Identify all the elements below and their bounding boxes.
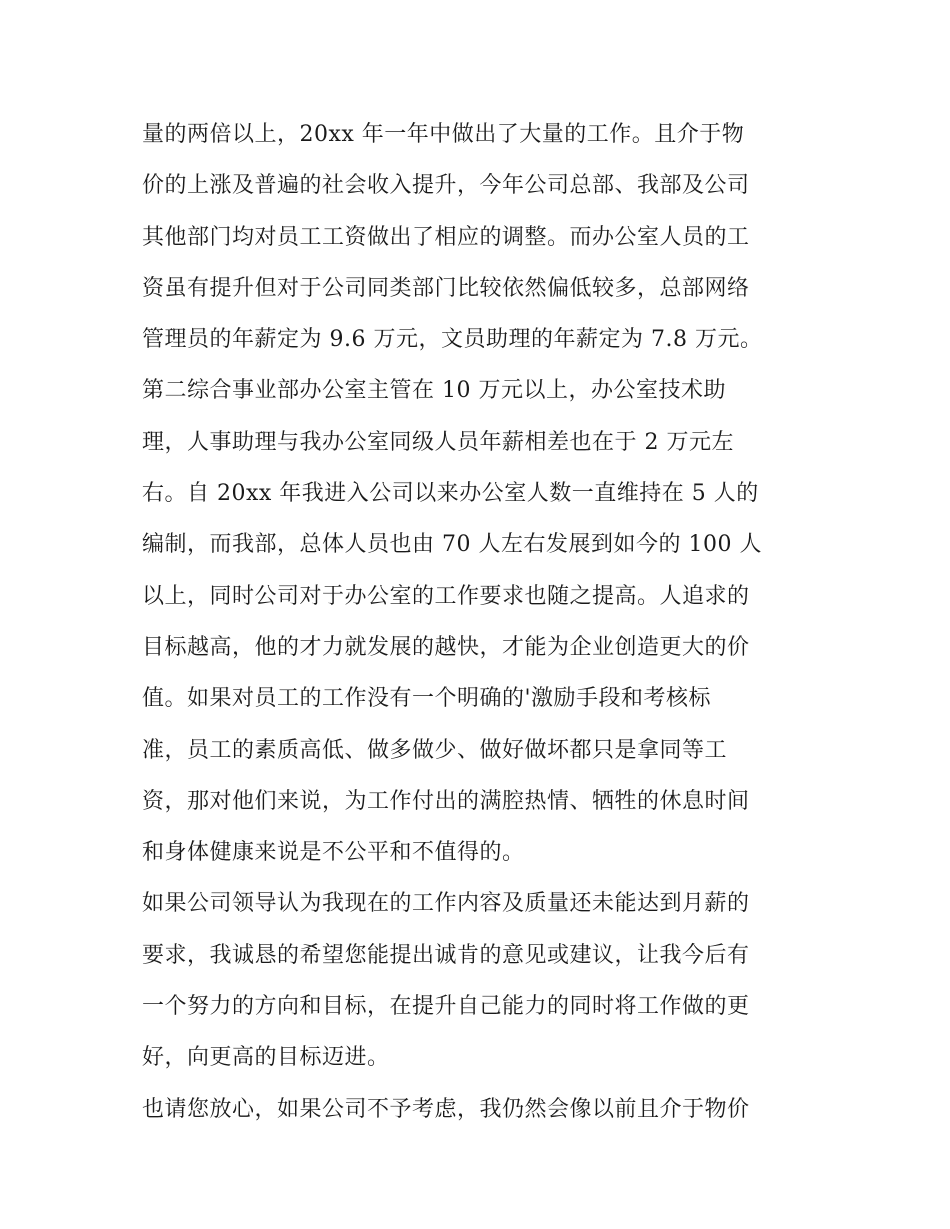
text-line: 准，员工的素质高低、做多做少、做好做坏都只是拿同等工	[142, 737, 728, 763]
text-line: 管理员的年薪定为 9.6 万元，文员助理的年薪定为 7.8 万元。	[142, 327, 763, 353]
text-line: 价的上涨及普遍的社会收入提升，今年公司总部、我部及公司	[142, 173, 750, 199]
text-line: 资，那对他们来说，为工作付出的满腔热情、牺牲的休息时间	[142, 788, 750, 814]
text-line: 资虽有提升但对于公司同类部门比较依然偏低较多，总部网络	[142, 275, 750, 301]
text-line: 好，向更高的目标迈进。	[142, 1045, 390, 1071]
text-line: 以上，同时公司对于办公室的工作要求也随之提高。人追求的	[142, 583, 750, 609]
text-line: 右。自 20xx 年我进入公司以来办公室人数一直维持在 5 人的	[142, 481, 759, 507]
text-line: 和身体健康来说是不公平和不值得的。	[142, 840, 525, 866]
text-line: 第二综合事业部办公室主管在 10 万元以上，办公室技术助	[142, 378, 726, 404]
text-line: 其他部门均对员工工资做出了相应的调整。而办公室人员的工	[142, 224, 750, 250]
body-text	[142, 109, 822, 1135]
text-line: 值。如果对员工的工作没有一个明确的'激励手段和考核标	[142, 686, 712, 712]
text-line: 也请您放心，如果公司不予考虑，我仍然会像以前且介于物价	[142, 1096, 750, 1122]
text-line: 要求，我诚恳的希望您能提出诚肯的意见或建议，让我今后有	[142, 942, 750, 968]
text-line: 编制，而我部，总体人员也由 70 人左右发展到如今的 100 人	[142, 532, 762, 558]
text-line: 目标越高，他的才力就发展的越快，才能为企业创造更大的价	[142, 634, 750, 660]
text-line: 一个努力的方向和目标，在提升自己能力的同时将工作做的更	[142, 994, 750, 1020]
text-line: 如果公司领导认为我现在的工作内容及质量还未能达到月薪的	[142, 891, 750, 917]
text-line: 理，人事助理与我办公室同级人员年薪相差也在于 2 万元左	[142, 429, 734, 455]
text-line: 量的两倍以上，20xx 年一年中做出了大量的工作。且介于物	[142, 122, 745, 147]
